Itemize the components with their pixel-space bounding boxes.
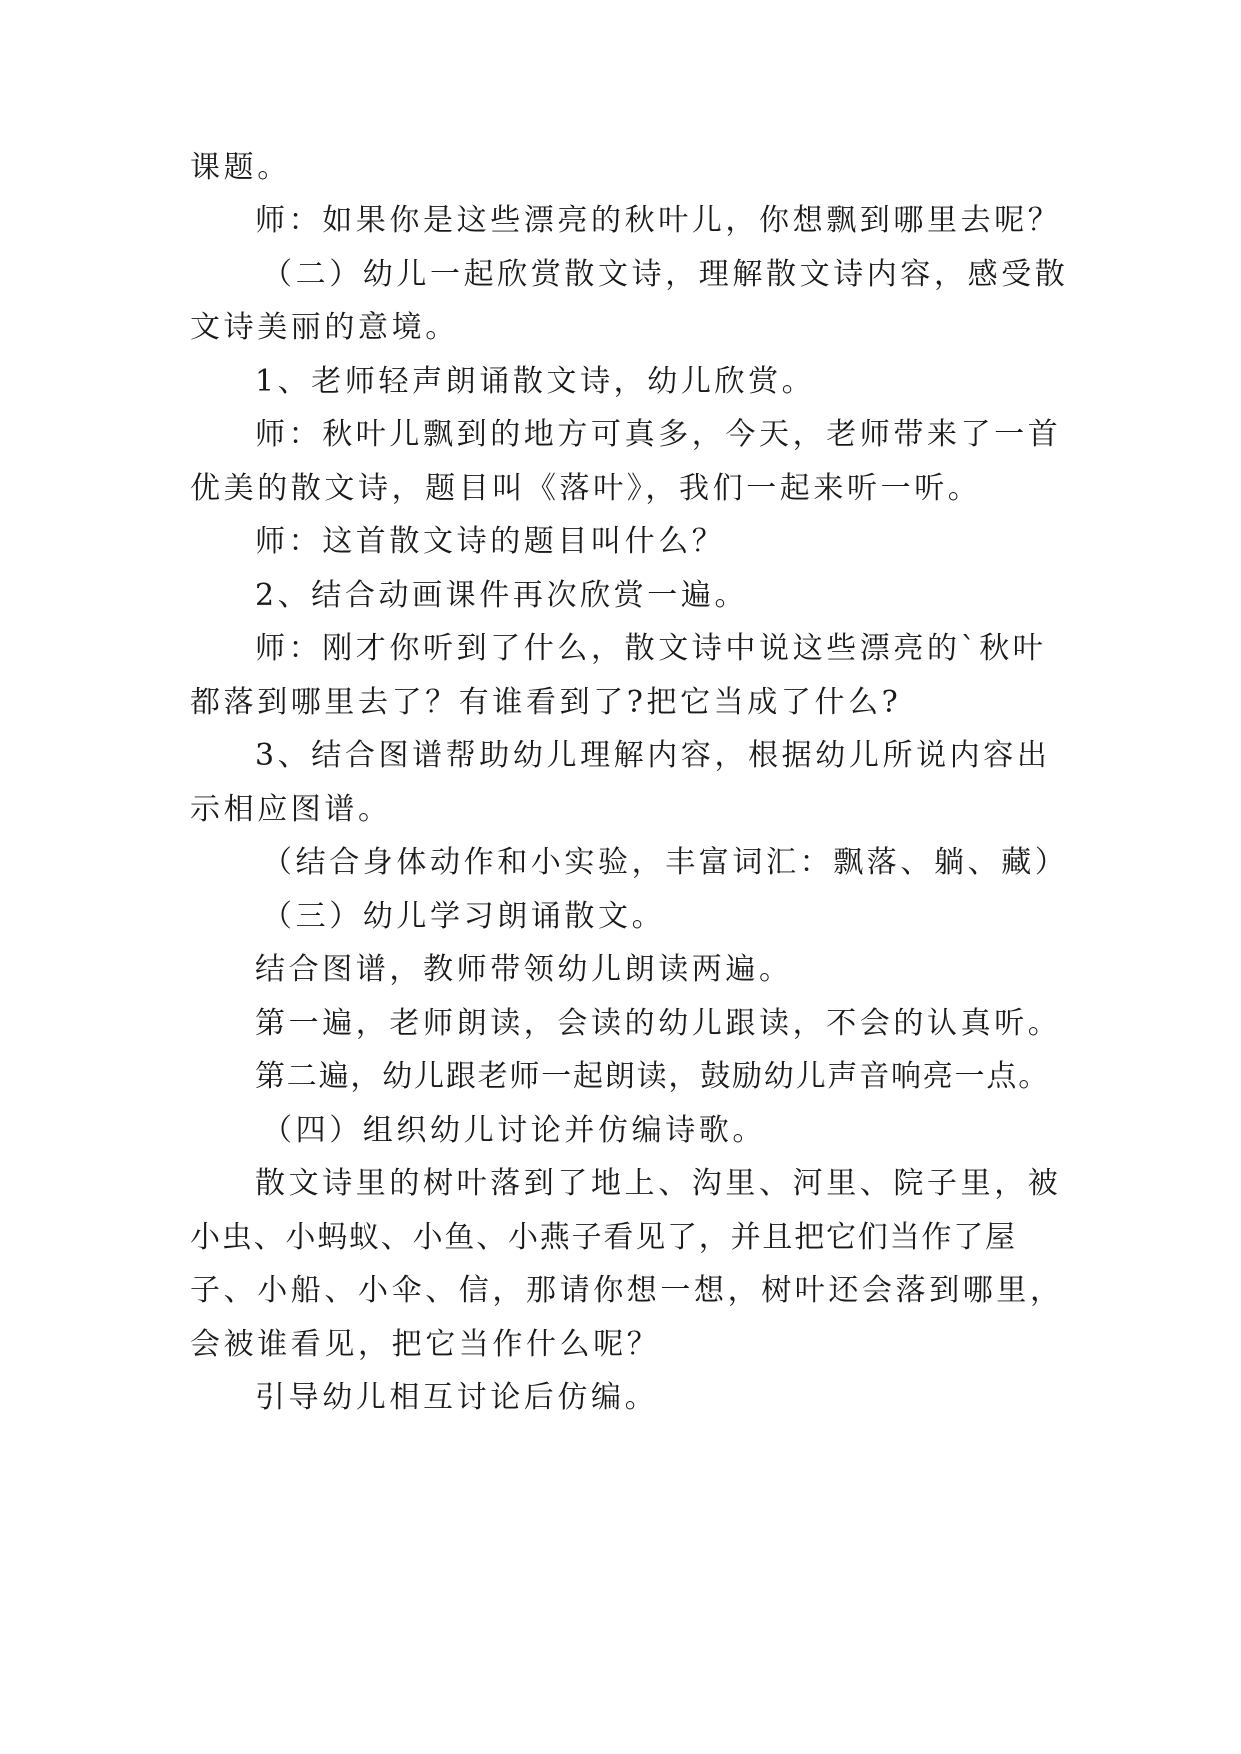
text-line-12: 3、结合图谱帮助幼儿理解内容，根据幼儿所说内容出 bbox=[255, 738, 1051, 773]
text-line-21: 小虫、小蚂蚁、小鱼、小燕子看见了，并且把它们当作了屋 bbox=[190, 1220, 1017, 1255]
text-line-6: 师：秋叶儿飘到的地方可真多，今天，老师带来了一首 bbox=[255, 417, 1062, 452]
text-line-23: 会被谁看见，把它当作什么呢？ bbox=[190, 1327, 661, 1362]
text-line-20: 散文诗里的树叶落到了地上、沟里、河里、院子里，被 bbox=[255, 1166, 1062, 1201]
text-line-4: 文诗美丽的意境。 bbox=[190, 310, 459, 345]
text-line-3: （二）幼儿一起欣赏散文诗，理解散文诗内容，感受散 bbox=[262, 257, 1069, 292]
text-line-5: 1、老师轻声朗诵散文诗，幼儿欣赏。 bbox=[255, 364, 816, 399]
text-line-17: 第一遍，老师朗读，会读的幼儿跟读，不会的认真听。 bbox=[255, 1006, 1062, 1041]
text-line-10: 师：刚才你听到了什么，散文诗中说这些漂亮的`秋叶 bbox=[255, 631, 1047, 666]
text-line-16: 结合图谱，教师带领幼儿朗读两遍。 bbox=[255, 952, 793, 987]
text-line-1: 课题。 bbox=[190, 150, 291, 185]
text-line-13: 示相应图谱。 bbox=[190, 792, 392, 827]
text-line-8: 师：这首散文诗的题目叫什么？ bbox=[255, 524, 726, 559]
text-line-15: （三）幼儿学习朗诵散文。 bbox=[262, 899, 666, 934]
text-line-24: 引导幼儿相互讨论后仿编。 bbox=[255, 1380, 659, 1415]
text-line-18: 第二遍，幼儿跟老师一起朗读，鼓励幼儿声音响亮一点。 bbox=[255, 1059, 1050, 1094]
text-line-14: （结合身体动作和小实验，丰富词汇：飘落、躺、藏） bbox=[262, 845, 1069, 880]
text-line-22: 子、小船、小伞、信，那请你想一想，树叶还会落到哪里， bbox=[190, 1273, 1064, 1308]
text-line-2: 师：如果你是这些漂亮的秋叶儿，你想飘到哪里去呢？ bbox=[255, 203, 1062, 238]
text-line-9: 2、结合动画课件再次欣赏一遍。 bbox=[255, 578, 749, 613]
text-line-7: 优美的散文诗，题目叫《落叶》，我们一起来听一听。 bbox=[190, 471, 982, 506]
text-line-19: （四）组织幼儿讨论并仿编诗歌。 bbox=[262, 1113, 766, 1148]
text-line-11: 都落到哪里去了？有谁看到了?把它当成了什么? bbox=[190, 685, 902, 720]
